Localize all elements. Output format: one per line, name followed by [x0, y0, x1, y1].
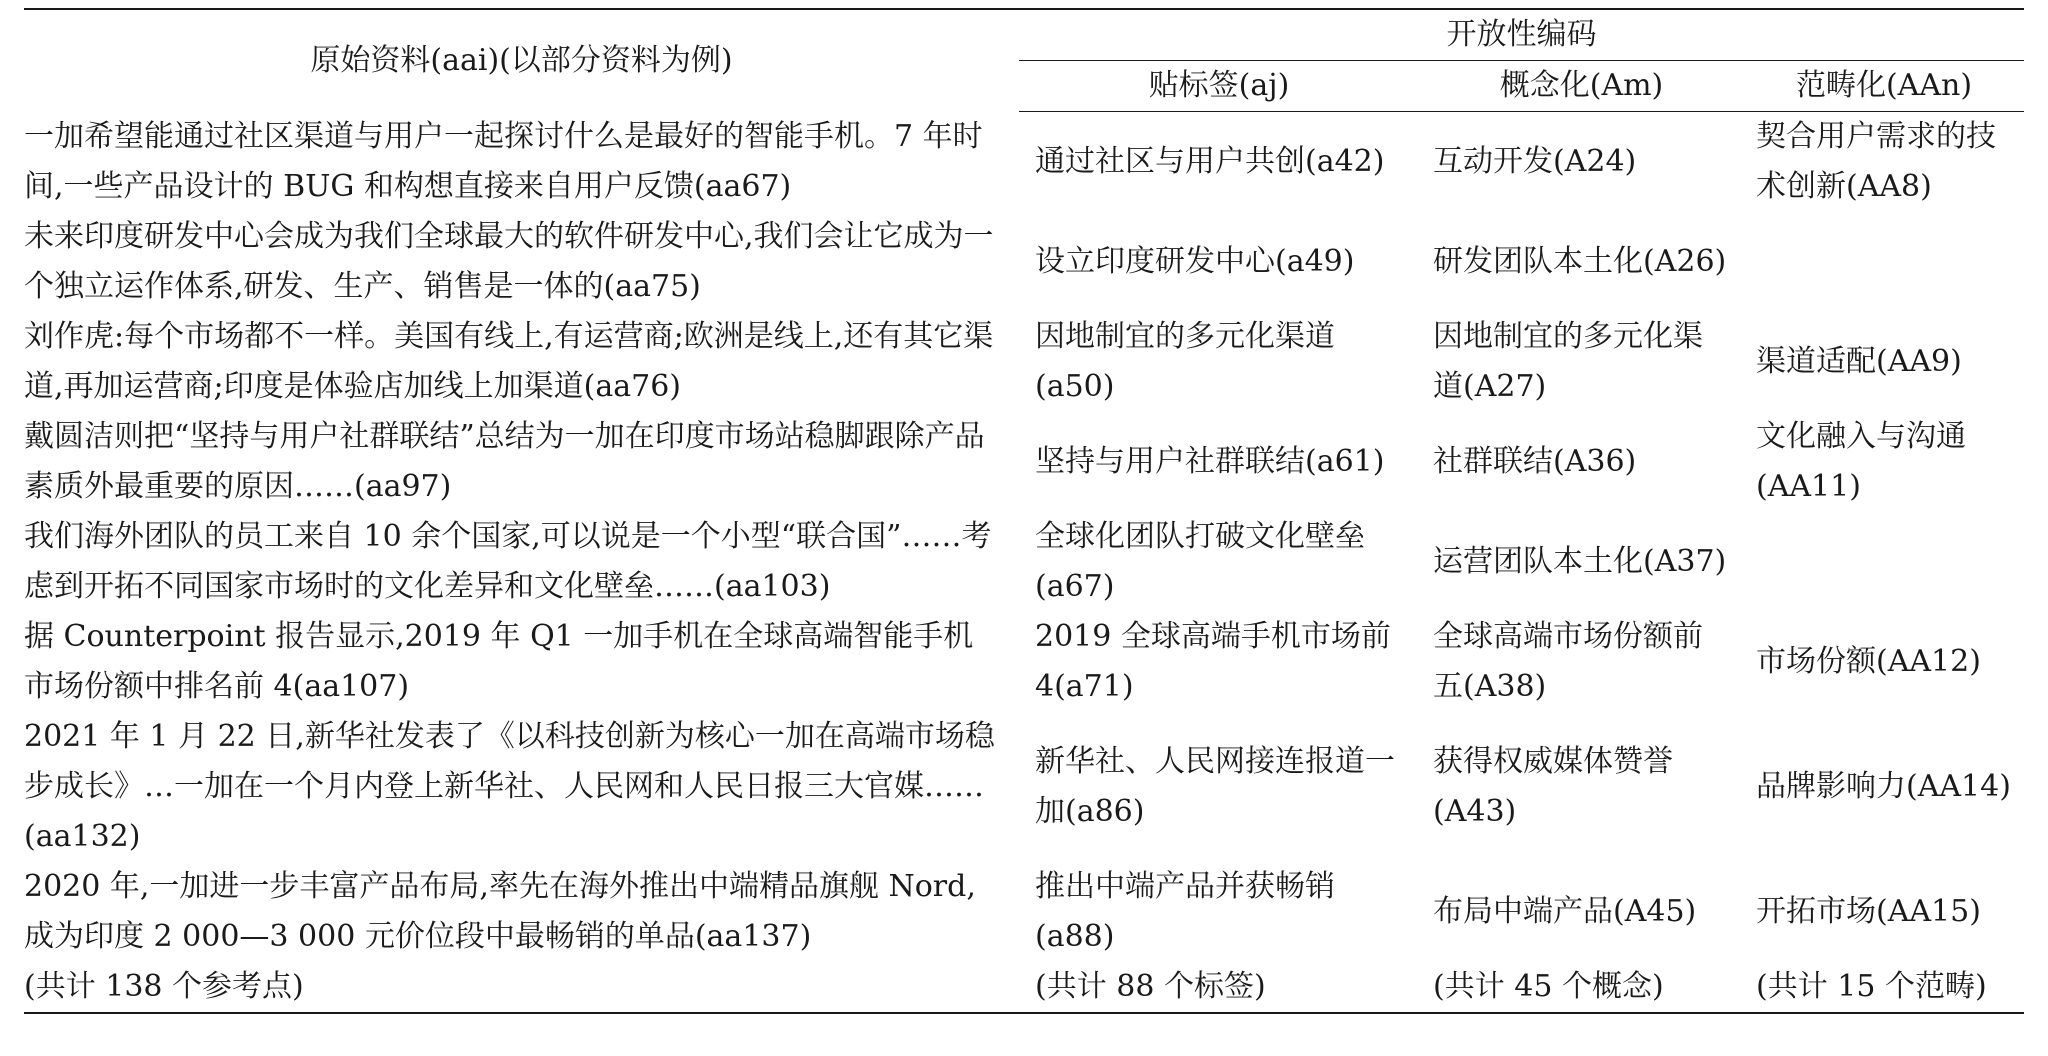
header-labeling: 贴标签(aj): [1019, 61, 1419, 112]
table-row: [24, 412, 2024, 512]
concept-cell: 研发团队本土化(A26): [1433, 244, 1727, 279]
concept-cell: 因地制宜的多元化渠道(A27): [1433, 319, 1703, 404]
concept-cell: 运营团队本土化(A37): [1433, 544, 1727, 579]
category-cell: 文化融入与沟通(AA11): [1756, 419, 1966, 504]
source-cell: 2020 年,一加进一步丰富产品布局,率先在海外推出中端精品旗舰 Nord,成为印度 2 000—3 000 元价位段中最畅销的单品(aa137): [24, 869, 976, 954]
table-row: [24, 862, 2024, 962]
table-row: [24, 312, 2024, 412]
label-cell: 推出中端产品并获畅销(a88): [1035, 869, 1335, 954]
concept-cell: 全球高端市场份额前五(A38): [1433, 619, 1703, 704]
header-source: 原始资料(aai)(以部分资料为例): [24, 9, 1019, 112]
label-cell: 设立印度研发中心(a49): [1035, 244, 1355, 279]
source-cell: 我们海外团队的员工来自 10 余个国家,可以说是一个小型“联合国”……考虑到开拓不同国家市场时的文化差异和文化壁垒……(aa103): [24, 519, 992, 604]
table-row: [24, 112, 2024, 213]
label-cell: 全球化团队打破文化壁垒(a67): [1035, 519, 1365, 604]
table-row-totals: [24, 962, 2024, 1013]
header-concept: 概念化(Am): [1419, 61, 1744, 112]
concept-total-cell: (共计 45 个概念): [1419, 962, 1744, 1013]
category-cell: 开拓市场(AA15): [1756, 894, 1981, 929]
category-cell: [1744, 212, 2024, 312]
category-total-cell: (共计 15 个范畴): [1744, 962, 2024, 1013]
source-cell: 一加希望能通过社区渠道与用户一起探讨什么是最好的智能手机。7 年时间,一些产品设计的 BUG 和构想直接来自用户反馈(aa67): [24, 118, 983, 204]
concept-cell: 布局中端产品(A45): [1433, 894, 1697, 929]
source-cell: 刘作虎:每个市场都不一样。美国有线上,有运营商;欧洲是线上,还有其它渠道,再加运营商;印度是体验店加线上加渠道(aa76): [24, 319, 994, 404]
category-cell: 品牌影响力(AA14): [1756, 769, 2011, 804]
concept-cell: 获得权威媒体赞誉(A43): [1433, 744, 1673, 829]
label-cell: 2019 全球高端手机市场前 4(a71): [1035, 619, 1391, 704]
label-cell: 坚持与用户社群联结(a61): [1035, 444, 1385, 479]
source-cell: 未来印度研发中心会成为我们全球最大的软件研发中心,我们会让它成为一个独立运作体系,研发、生产、销售是一体的(aa75): [24, 219, 994, 304]
concept-cell: 社群联结(A36): [1433, 444, 1637, 479]
table-row: [24, 212, 2024, 312]
category-cell: 渠道适配(AA9): [1756, 344, 1962, 379]
open-coding-table: [24, 8, 2024, 1014]
label-cell: 通过社区与用户共创(a42): [1035, 144, 1385, 179]
table-row: [24, 712, 2024, 862]
label-total-cell: (共计 88 个标签): [1019, 962, 1419, 1013]
source-cell: 据 Counterpoint 报告显示,2019 年 Q1 一加手机在全球高端智能手机市场份额中排名前 4(aa107): [24, 619, 974, 704]
header-open-coding: 开放性编码: [1019, 9, 2024, 61]
source-cell: 戴圆洁则把“坚持与用户社群联结”总结为一加在印度市场站稳脚跟除产品素质外最重要的原因……(aa97): [24, 419, 985, 504]
category-cell: 契合用户需求的技术创新(AA8): [1756, 119, 1996, 204]
label-cell: 新华社、人民网接连报道一加(a86): [1035, 744, 1395, 829]
source-total-cell: (共计 138 个参考点): [24, 962, 1019, 1013]
table-row: [24, 512, 2024, 612]
category-cell: 市场份额(AA12): [1756, 644, 1981, 679]
coding-table-page: [24, 8, 2024, 1014]
table-row: [24, 612, 2024, 712]
category-cell: [1744, 512, 2024, 612]
concept-cell: 互动开发(A24): [1433, 144, 1637, 179]
header-row-group: [24, 9, 2024, 61]
label-cell: 因地制宜的多元化渠道(a50): [1035, 319, 1335, 404]
header-category: 范畴化(AAn): [1744, 61, 2024, 112]
source-cell: 2021 年 1 月 22 日,新华社发表了《以科技创新为核心一加在高端市场稳步成长》…一加在一个月内登上新华社、人民网和人民日报三大官媒……(aa132): [24, 719, 995, 854]
